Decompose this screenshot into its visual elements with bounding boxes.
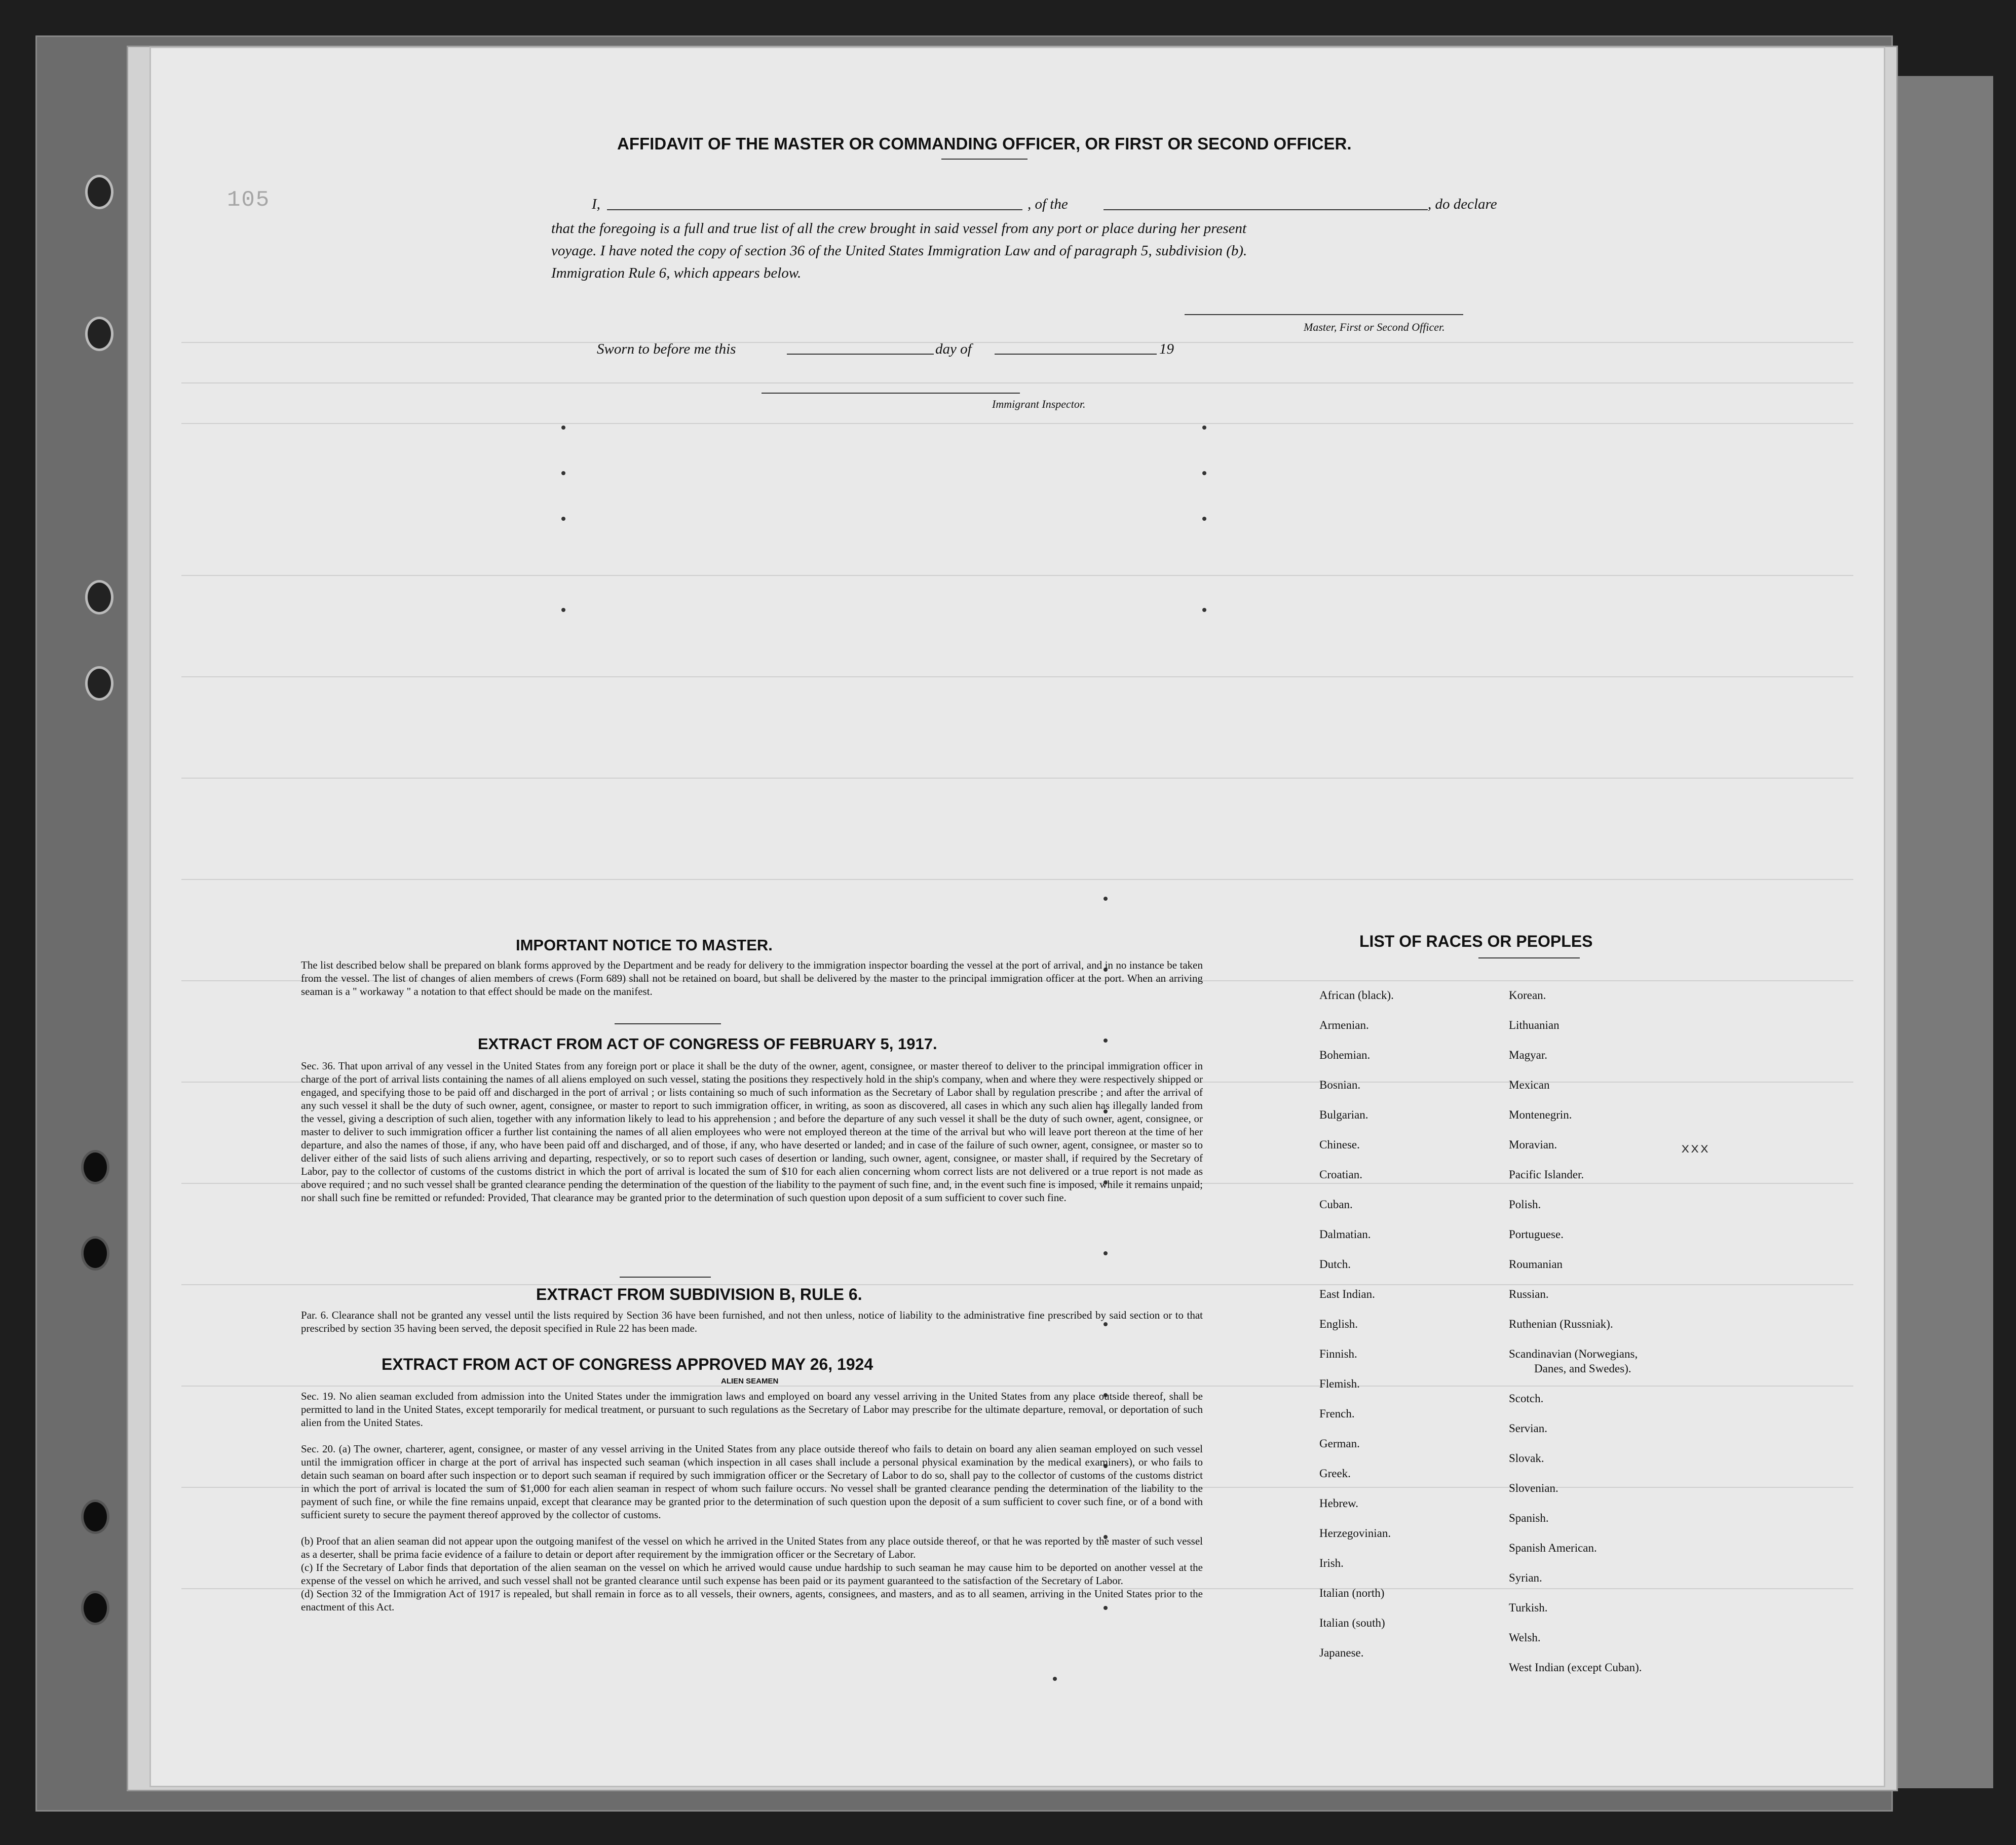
race-item: Lithuanian [1509, 1019, 1559, 1031]
bleed-dot [1104, 1251, 1108, 1255]
bleed-through-line [181, 575, 1853, 576]
race-item: Scandinavian (Norwegians, [1509, 1348, 1638, 1360]
sworn-year-prefix: 19 [1159, 341, 1174, 357]
race-item: Dutch. [1319, 1258, 1351, 1271]
master-caption: Master, First or Second Officer. [1304, 321, 1445, 333]
race-item: Welsh. [1509, 1631, 1541, 1644]
master-signature-line [1185, 314, 1463, 315]
binder-hole [85, 175, 113, 209]
race-item: Mexican [1509, 1079, 1550, 1091]
race-item: Japanese. [1319, 1646, 1364, 1659]
affidavit-title-rule [941, 159, 1028, 160]
alien-seamen-subtitle: ALIEN SEAMEN [721, 1377, 779, 1386]
vessel-blank [1104, 209, 1428, 210]
race-item: Russian. [1509, 1288, 1549, 1300]
race-item: Herzegovinian. [1319, 1527, 1391, 1540]
extract-1924-sec20c: (c) If the Secretary of Labor finds that deportation of the alien seaman on the vessel on which he arrived would cause undue hardship to such seaman he may cause him to be deported on another vessel at the expense of the vessel on which he arrived, and such vessel shall not be granted clearance until such expense has been paid or its payment guaranteed to the satisfaction of the Secretary of Labor. [301, 1561, 1203, 1587]
race-item: Bohemian. [1319, 1049, 1371, 1061]
race-item: Ruthenian (Russniak). [1509, 1318, 1613, 1330]
sworn-day-blank [787, 354, 934, 355]
race-item: Portuguese. [1509, 1228, 1564, 1241]
race-item: Korean. [1509, 989, 1546, 1002]
race-item: Croatian. [1319, 1168, 1362, 1181]
bleed-through-line [181, 879, 1853, 880]
bleed-dot [1053, 1677, 1057, 1681]
extract-1924-sec20b: (b) Proof that an alien seaman did not appear upon the outgoing manifest of the vessel on which he arrived in the United States from any place outside thereof, or that he was reported by the master of such vessel as a deserter, shall be prima facie evidence of a failure to detain or deport after requirement by the immigration officer or the Secretary of Labor. [301, 1535, 1203, 1560]
bleed-dot [561, 426, 565, 430]
binder-hole [81, 1236, 109, 1271]
extract-1917-title: EXTRACT FROM ACT OF CONGRESS OF FEBRUARY 5, 1917. [478, 1035, 937, 1053]
race-item: Bulgarian. [1319, 1108, 1368, 1121]
bleed-dot [1202, 426, 1206, 430]
bleed-dot [1104, 1039, 1108, 1043]
page-number-bleed: 105 [227, 187, 271, 213]
extract-1924-sec20d: (d) Section 32 of the Immigration Act of 1917 is repealed, but shall remain in force as to all vessels, their owners, agents, consignees, and masters, and as to all seamen, arriving in the United States prior to the enactment of this Act. [301, 1588, 1203, 1613]
binder-hole [81, 1591, 109, 1625]
affidavit-body-line-1: that the foregoing is a full and true list of all the crew brought in said vessel from any port or place during her present [551, 220, 1247, 237]
race-item: Montenegrin. [1509, 1108, 1572, 1121]
rule6-divider [620, 1277, 711, 1278]
sworn-day-of: day of [935, 341, 972, 357]
race-item: Polish. [1509, 1198, 1541, 1211]
sworn-month-blank [995, 354, 1157, 355]
race-item: Moravian. [1509, 1138, 1557, 1151]
affidavit-body-line-2: voyage. I have noted the copy of section 36 of the United States Immigration Law and of paragraph 5, subdivision (b). [551, 243, 1247, 259]
race-item: Bosnian. [1319, 1079, 1361, 1091]
race-item: Slovenian. [1509, 1482, 1558, 1494]
extract-1917-text: Sec. 36. That upon arrival of any vessel in the United States from any foreign port or place it shall be the duty of the owner, agent, consignee, or master thereof to deliver to the principal immigration officer in charge of the port of arrival lists containing the names of all aliens employed on such vessel, stating the positions they respectively hold in the ship's company, when and where they were respectively shipped or engaged, and specifying those to be paid off and discharged in the port of arrival ; or lists containing so much of such information as the Secretary of Labor shall by regulation prescribe ; and after the arrival of any such vessel it shall be the duty of such owner, agent, consignee, or master to report to such immigration officer, in writing, as soon as discovered, all cases in which any such alien has illegally landed from the vessel, giving a description of such alien, together with any information likely to lead to his apprehension ; and before the departure of any such vessel it shall be the duty of such owner, agent, consignee, or master to deliver to such immigration officer a further list containing the names of all alien employees who were not employed thereon at the time of the arrival but who will leave port thereon at the time of her departure, and also the names of those, if any, who have been paid off and discharged, and of those, if any, who have deserted or landed; and in case of the failure of such owner, agent, consignee, or master so to deliver either of the said lists of such aliens arriving and departing, respectively, or so to report such cases of desertion or landing, such owner, agent, consignee, or master shall, if required by the Secretary of Labor, pay to the collector of customs of the customs district in which the port of arrival is located the sum of $10 for each alien concerning whom correct lists are not delivered or a true report is not made as above required ; and no such vessel shall be granted clearance pending the determination of the question of the liability to the payment of such fine, and, in the event such fine is imposed, while it remains unpaid; nor shall such fine be remitted or refunded: Provided, That clearance may be granted prior to the determination of such question upon deposit of a sum sufficient to cover such fine. [301, 1060, 1203, 1204]
manifest-reverse-page [151, 48, 1884, 1786]
race-item: Spanish American. [1509, 1542, 1597, 1554]
binder-hole [85, 317, 113, 351]
inspector-signature-line [762, 393, 1020, 394]
race-item: Scotch. [1509, 1392, 1544, 1405]
race-item: Servian. [1509, 1422, 1548, 1435]
race-item: Greek. [1319, 1467, 1351, 1480]
affidavit-do-declare: , do declare [1428, 196, 1497, 212]
binder-hole [81, 1500, 109, 1534]
race-item: Hebrew. [1319, 1497, 1359, 1510]
race-item: Syrian. [1509, 1571, 1542, 1584]
affidavit-title: AFFIDAVIT OF THE MASTER OR COMMANDING OFFICER, OR FIRST OR SECOND OFFICER. [617, 134, 1352, 153]
sworn-label: Sworn to before me this [597, 341, 736, 357]
extract-1924-title: EXTRACT FROM ACT OF CONGRESS APPROVED MAY 26, 1924 [382, 1355, 873, 1373]
race-item: Armenian. [1319, 1019, 1369, 1031]
bleed-through-line [181, 382, 1853, 383]
race-item: East Indian. [1319, 1288, 1375, 1300]
affidavit-of-the: , of the [1028, 196, 1068, 212]
name-blank [607, 209, 1022, 210]
bleed-through-line [181, 676, 1853, 677]
race-item: English. [1319, 1318, 1358, 1330]
bleed-dot [1202, 517, 1206, 521]
race-item: West Indian (except Cuban). [1509, 1661, 1642, 1674]
binder-hole [85, 580, 113, 614]
race-item: Cuban. [1319, 1198, 1353, 1211]
extract-rule6-title: EXTRACT FROM SUBDIVISION B, RULE 6. [536, 1285, 862, 1303]
race-item: Turkish. [1509, 1601, 1548, 1614]
race-item: Dalmatian. [1319, 1228, 1371, 1241]
bleed-dot [561, 517, 565, 521]
race-item: Italian (south) [1319, 1617, 1385, 1629]
race-item: Finnish. [1319, 1348, 1357, 1360]
bleed-through-line [181, 778, 1853, 779]
bleed-dot [1202, 471, 1206, 475]
race-item: Italian (north) [1319, 1587, 1385, 1599]
race-item: Flemish. [1319, 1377, 1360, 1390]
race-item: Roumanian [1509, 1258, 1563, 1271]
races-right-column [1509, 980, 1642, 1682]
races-left-column [1319, 980, 1394, 1668]
extract-rule6-text: Par. 6. Clearance shall not be granted any vessel until the lists required by Section 36 have been furnished, and not then unless, notice of liability to the administrative fine prescribed by said section or to that prescribed by section 35 having been served, the deposit specified in Rule 22 has been made. [301, 1309, 1203, 1334]
binder-hole [85, 666, 113, 701]
race-item: African (black). [1319, 989, 1394, 1002]
races-title-rule [1478, 957, 1580, 958]
xxx-mark: xxx [1681, 1141, 1710, 1157]
bleed-dot [1104, 897, 1108, 901]
notice-title: IMPORTANT NOTICE TO MASTER. [516, 936, 773, 954]
bleed-dot [1202, 608, 1206, 612]
race-item: Chinese. [1319, 1138, 1360, 1151]
race-item: Slovak. [1509, 1452, 1544, 1465]
race-item: Pacific Islander. [1509, 1168, 1584, 1181]
notice-divider [615, 1023, 721, 1024]
inspector-caption: Immigrant Inspector. [992, 398, 1086, 410]
race-item: French. [1319, 1407, 1355, 1420]
extract-1924-sec19: Sec. 19. No alien seaman excluded from admission into the United States under the immigration laws and employed on board any vessel arriving in the United States from any place outside thereof, shall be permitted to land in the United States, except temporarily for medical treatment, or pursuant to such regulations as the Secretary of Labor may prescribe for the ultimate departure, removal, or deportation of such alien from the United States. [301, 1390, 1203, 1429]
affidavit-i-label: I, [592, 196, 600, 212]
binder-hole [81, 1150, 109, 1184]
bleed-through-line [181, 342, 1853, 343]
notice-text: The list described below shall be prepared on blank forms approved by the Department and be ready for delivery to the immigration inspector boarding the vessel at the port of arrival, and in no instance be taken from the vessel. The list of changes of alien members of crews (Form 689) shall not be retained on board, but shall be delivered by the master to the principal immigration officer at the port. When an arriving seaman is a " workaway " a notation to that effect should be made on the manifest. [301, 959, 1203, 997]
affidavit-body-line-3: Immigration Rule 6, which appears below. [551, 265, 802, 281]
races-title: LIST OF RACES OR PEOPLES [1359, 932, 1593, 950]
race-item: Magyar. [1509, 1049, 1548, 1061]
race-item: Spanish. [1509, 1512, 1549, 1524]
race-item: German. [1319, 1437, 1360, 1450]
race-item: Danes, and Swedes). [1534, 1362, 1631, 1375]
bleed-dot [561, 608, 565, 612]
extract-1924-sec20a: Sec. 20. (a) The owner, charterer, agent, consignee, or master of any vessel arriving in the United States from any place outside thereof who fails to detain on board any alien seaman employed on such vessel until the immigration officer in charge at the port of arrival has inspected such seaman (which inspection in all cases shall include a personal physical examination by the medical examiners), or who fails to detain such seaman on board after such inspection or to deport such seaman if required by such immigration officer or the Secretary of Labor to do so, shall pay to the collector of customs of the customs district in which the port of arrival is located the sum of $1,000 for each alien seaman in respect of whom such failure occurs. No vessel shall be granted clearance pending the determination of the liability to the payment of such fine, or while the fine remains unpaid, except that clearance may be granted prior to the determination of such question upon the deposit of a sum sufficient to cover such fine, or of a bond with sufficient surety to secure the payment thereof approved by the collector of customs. [301, 1443, 1203, 1521]
race-item: Irish. [1319, 1557, 1344, 1569]
bleed-dot [561, 471, 565, 475]
bleed-through-line [181, 423, 1853, 424]
